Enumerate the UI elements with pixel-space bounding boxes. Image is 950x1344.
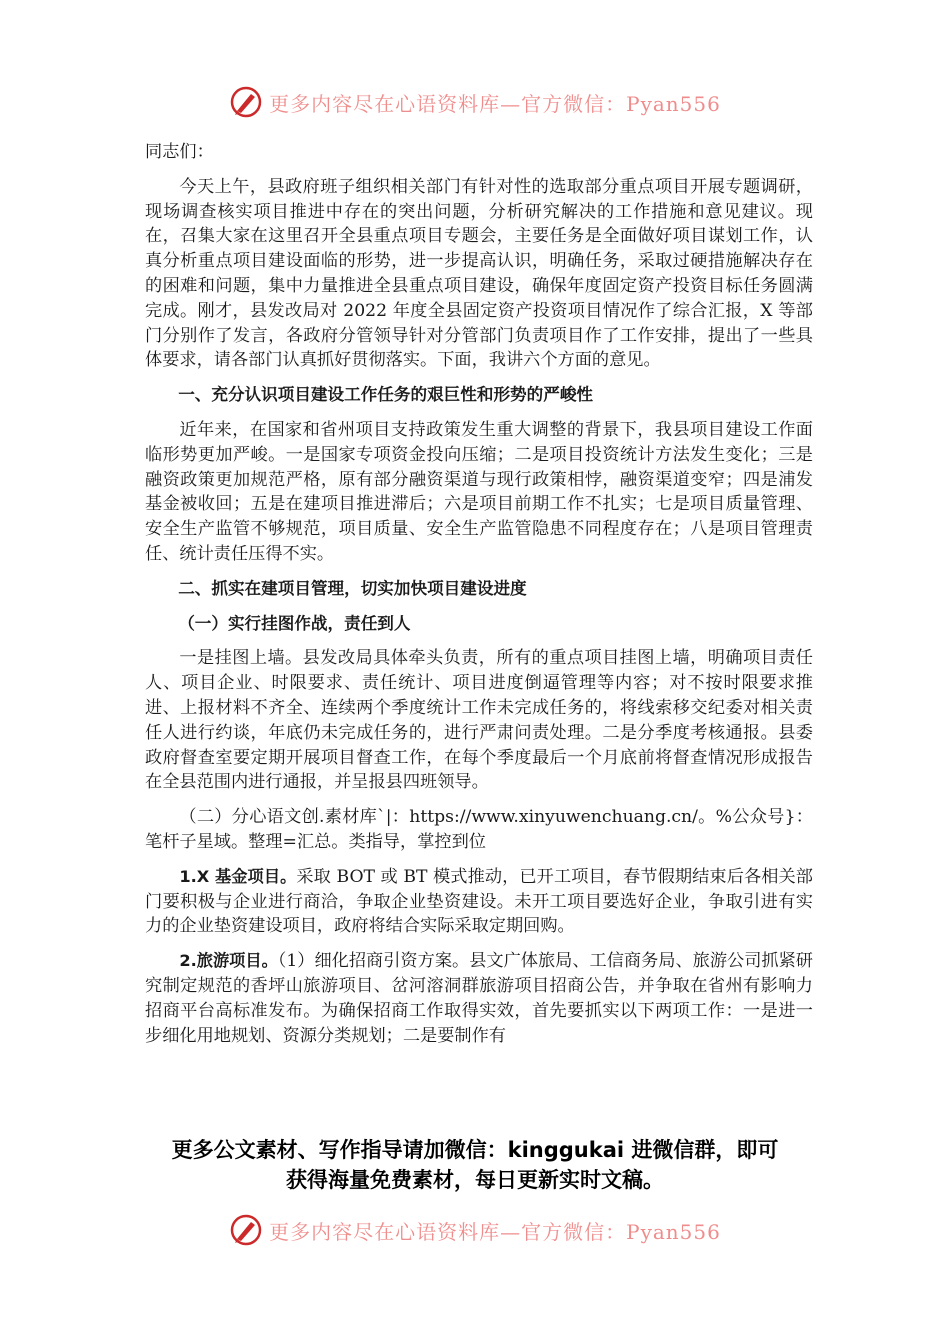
pen-circle-icon — [229, 1213, 263, 1247]
promo-line-1: 更多公文素材、写作指导请加微信：kinggukai 进微信群，即可 — [171, 1138, 779, 1162]
subsection1-paragraph: 一是挂图上墙。县发改局具体牵头负责，所有的重点项目挂图上墙，明确项目责任人、项目企业、时限要求、责任统计、项目进度倒逼管理等内容；对不按时限要求推进、上报材料不齐全、连续两个季度统计工作未完成任务的，将线索移交纪委对相关责任人进行约谈，年底仍未完成任务的，进行严肃问责处理。二是分季度考核通报。县委政府督查室要定期开展项目督查工作，在每个季度最后一个月底前将督查情况形成报告在全县范围内进行通报，并呈报县四班领导。 — [145, 648, 813, 793]
promo-line-2: 获得海量免费素材，每日更新实时文稿。 — [286, 1168, 664, 1192]
pen-circle-icon — [229, 85, 263, 119]
section1-heading: 一、充分认识项目建设工作任务的艰巨性和形势的严峻性 — [178, 385, 594, 405]
item1-paragraph — [145, 865, 813, 939]
item1-lead: 1.X 基金项目。 — [179, 866, 297, 886]
promo-notice — [130, 1135, 820, 1195]
salutation: 同志们： — [145, 142, 214, 162]
item1-body: 采取 BOT 或 BT 模式推动，已开工项目，春节假期结束后各相关部门要积极与企业进行商洽，争取企业垫资建设。未开工项目要选好企业，争取引进有实力的企业垫资建设项目，政府将结合实际采取定期回购。 — [145, 866, 813, 937]
item2-paragraph — [145, 949, 813, 1048]
footer-banner-text: 更多内容尽在心语资料库—官方微信：Pyan556 — [269, 1219, 721, 1244]
section2-heading: 二、抓实在建项目管理，切实加快项目建设进度 — [178, 578, 527, 598]
item2-body: （1）细化招商引资方案。县文广体旅局、工信商务局、旅游公司抓紧研究制定规范的香坪山旅游项目、岔河溶洞群旅游项目招商公告，并争取在省州有影响力招商平台高标准发布。为确保招商工作取得实效，首先要抓实以下两项工作：一是进一步细化用地规划、资源分类规划；二是要制作有 — [145, 951, 813, 1046]
header-banner — [0, 82, 950, 122]
subsection2-line: （二）分心语文创.素材库`|：https://www.xinyuwenchuang.cn/。%公众号}：笔杆子星域。整理=汇总。类指导，掌控到位 — [145, 807, 813, 852]
intro-paragraph: 今天上午，县政府班子组织相关部门有针对性的选取部分重点项目开展专题调研，现场调查核实项目推进中存在的突出问题，分析研究解决的工作措施和意见建议。现在，召集大家在这里召开全县重点项目专题会，主要任务是全面做好项目谋划工作，认真分析重点项目建设面临的形势，进一步提高认识，明确任务，采取过硬措施解决存在的困难和问题，集中力量推进全县重点项目建设，确保年度固定资产投资目标任务圆满完成。刚才，县发改局对 2022 年度全县固定资产投资项目情况作了综合汇报，X 等部门分别作了发言，各政府分管领导针对分管部门负责项目作了工作安排，提出了一些具体要求，请各部门认真抓好贯彻落实。下面，我讲六个方面的意见。 — [145, 176, 813, 371]
section1-paragraph: 近年来，在国家和省州项目支持政策发生重大调整的背景下，我县项目建设工作面临形势更加严峻。一是国家专项资金投向压缩；二是项目投资统计方法发生变化；三是融资政策更加规范严格，原有部分融资渠道与现行政策相悖，融资渠道变窄；四是浦发基金被收回；五是在建项目推进滞后；六是项目前期工作不扎实；七是项目质量管理、安全生产监管不够规范，项目质量、安全生产监管隐患不同程度存在；八是项目管理责任、统计责任压得不实。 — [145, 419, 813, 564]
subsection1-heading: （一）实行挂图作战，责任到人 — [178, 613, 411, 633]
document-body — [145, 140, 813, 1058]
item2-lead: 2.旅游项目。 — [179, 951, 278, 971]
header-banner-text: 更多内容尽在心语资料库—官方微信：Pyan556 — [269, 91, 721, 116]
footer-banner — [0, 1210, 950, 1250]
